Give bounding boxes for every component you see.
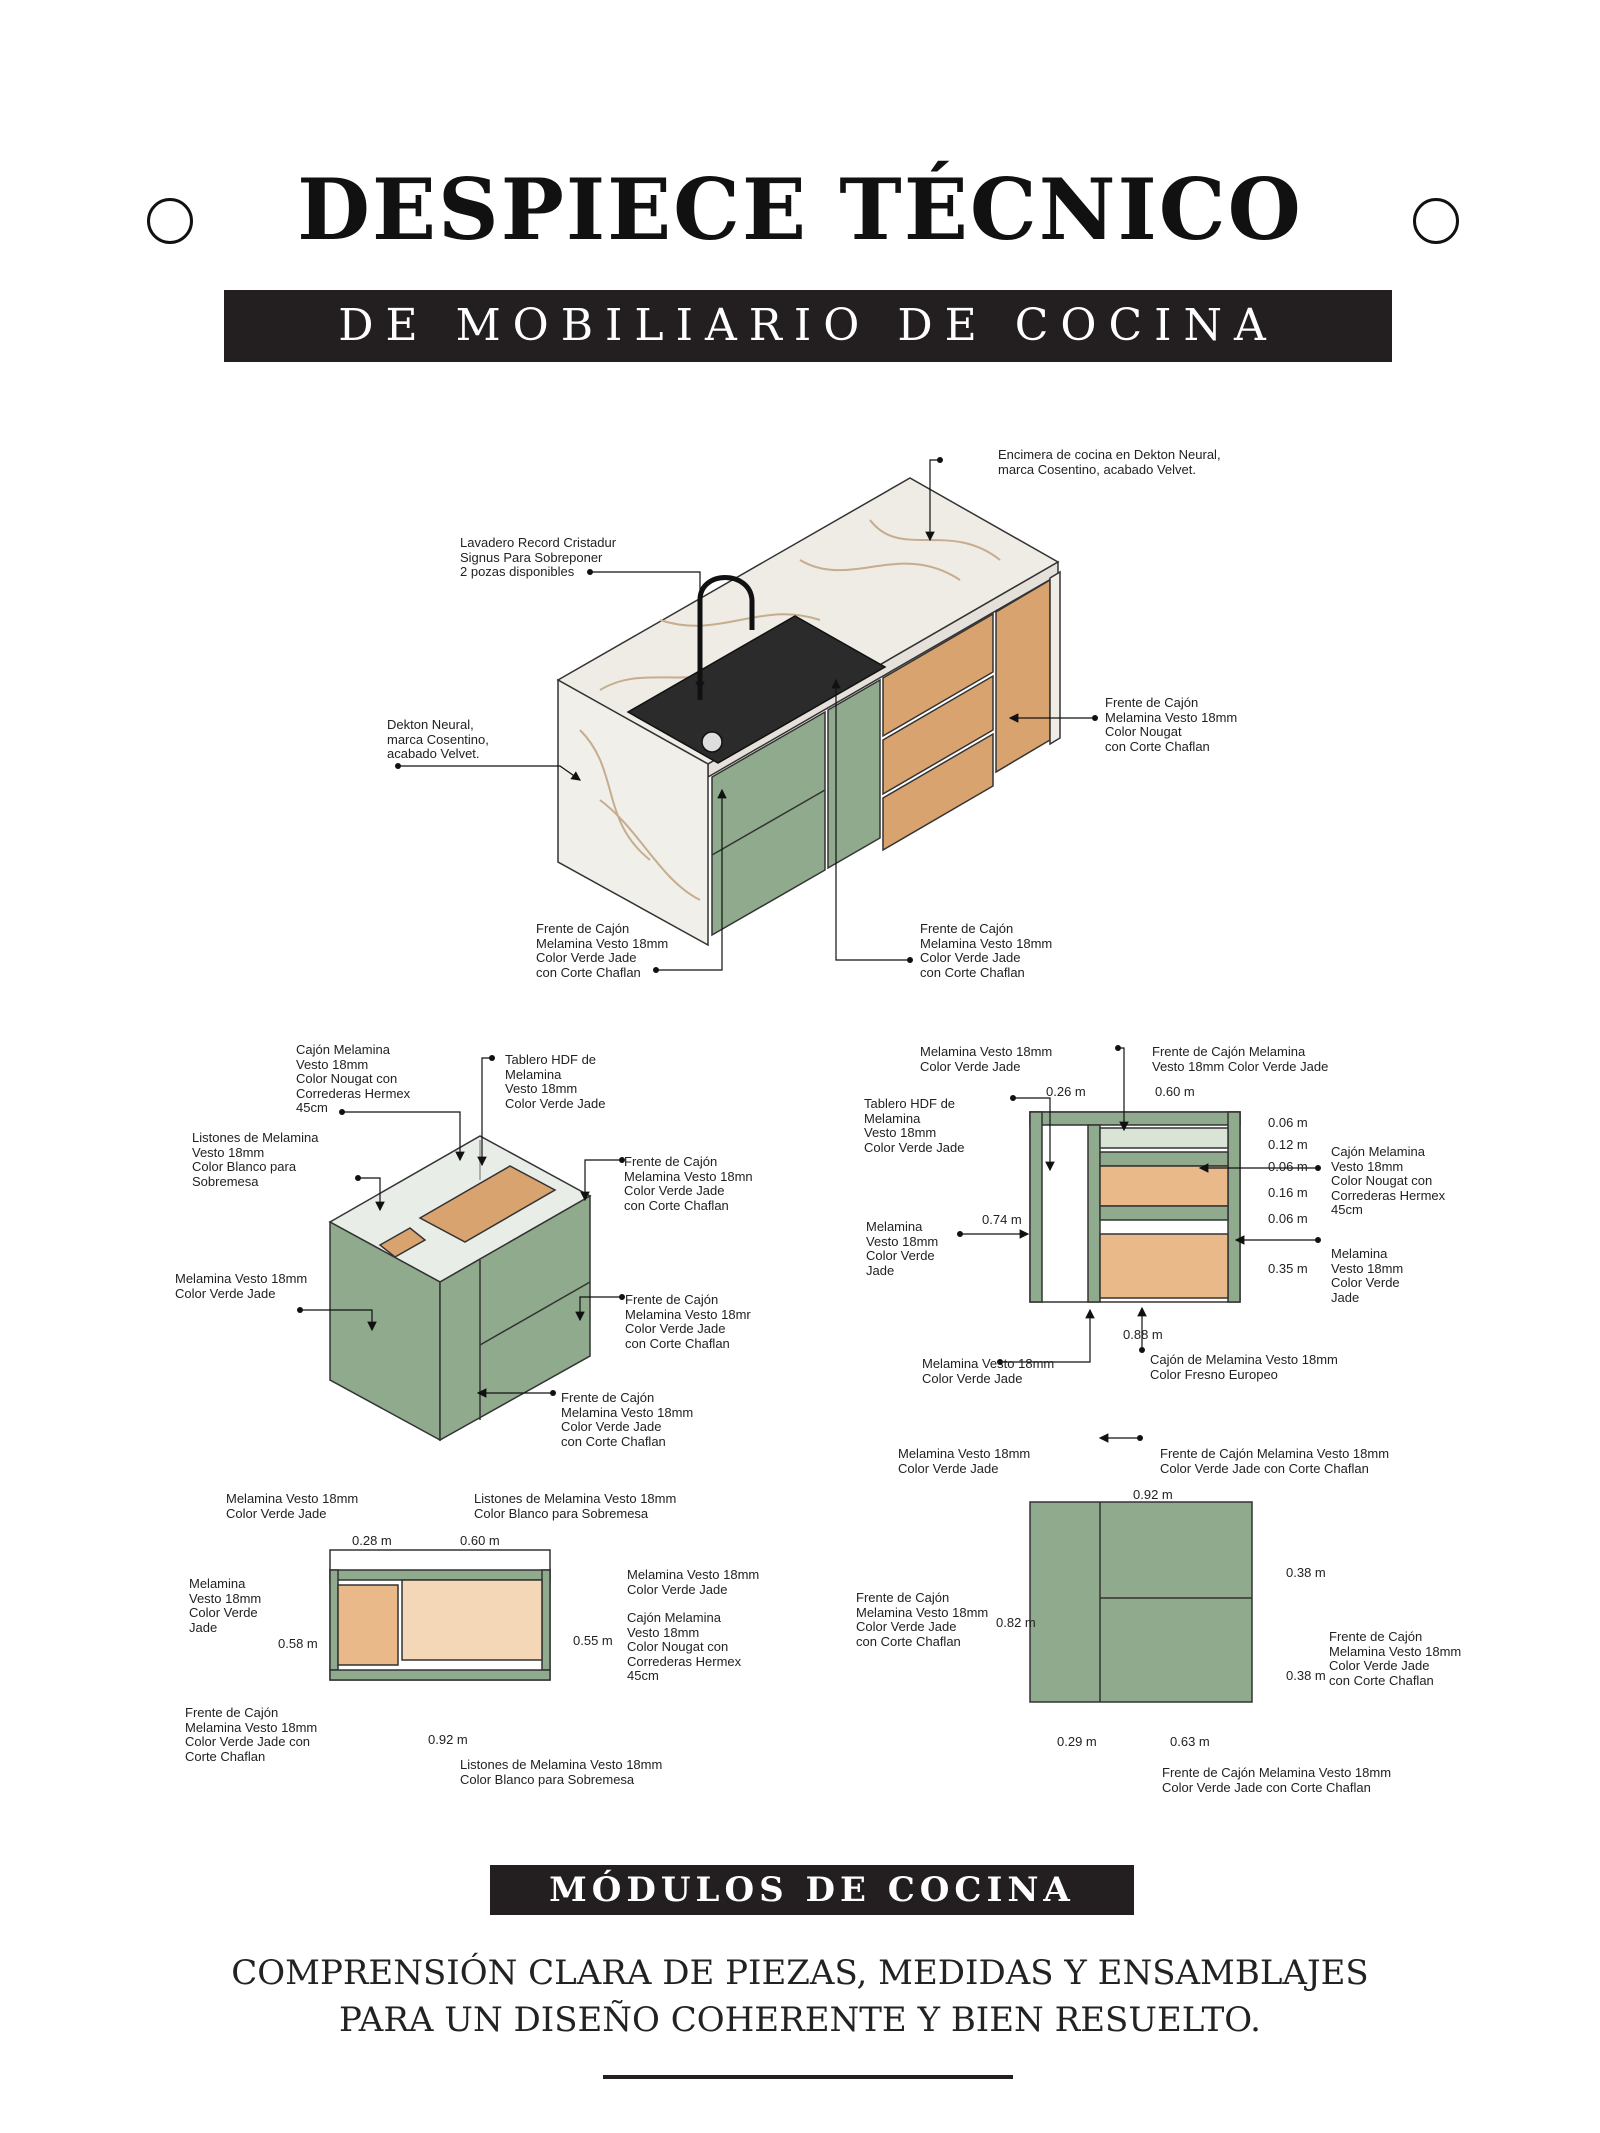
label-fs-cajon-fresno: Cajón de Melamina Vesto 18mm Color Fresno Europeo [1150,1352,1338,1382]
label-encimera: Encimera de cocina en Dekton Neural, marca Cosentino, acabado Velvet. [998,447,1221,477]
elevation [1030,1502,1252,1702]
plan-section [330,1550,550,1680]
label-frente-jade-left: Frente de Cajón Melamina Vesto 18mm Color Verde Jade con Corte Chaflan [536,921,669,980]
label-el-frente-right: Frente de Cajón Melamina Vesto 18mm Color Verde Jade con Corte Chaflan [1329,1629,1462,1688]
label-dekton: Dekton Neural, marca Cosentino, acabado Velvet. [387,717,489,761]
dim-fs-h1: 0.06 m [1268,1115,1308,1130]
module-isometric [330,1136,590,1440]
dim-fs-h4: 0.16 m [1268,1185,1308,1200]
label-el-melamina-top: Melamina Vesto 18mm Color Verde Jade [898,1446,1031,1476]
label-ps-listones-top: Listones de Melamina Vesto 18mm Color Blanco para Sobremesa [474,1491,677,1521]
label-iso-frente2: Frente de Cajón Melamina Vesto 18mr Color Verde Jade con Corte Chaflan [625,1292,751,1351]
dim-el-w-left: 0.29 m [1057,1734,1097,1749]
label-fs-frente-top: Frente de Cajón Melamina Vesto 18mm Color Verde Jade [1152,1044,1329,1074]
dim-el-w-right: 0.63 m [1170,1734,1210,1749]
label-fs-melamina-left: Melamina Vesto 18mm Color Verde Jade [866,1219,939,1278]
label-ps-frente: Frente de Cajón Melamina Vesto 18mm Color Verde Jade con Corte Chaflan [185,1705,318,1764]
label-frente-jade-right: Frente de Cajón Melamina Vesto 18mm Color Verde Jade con Corte Chaflan [920,921,1053,980]
label-iso-listones: Listones de Melamina Vesto 18mm Color Blanco para Sobremesa [192,1130,319,1189]
label-ps-listones-bottom: Listones de Melamina Vesto 18mm Color Blanco para Sobremesa [460,1757,663,1787]
dim-el-h-top: 0.38 m [1286,1565,1326,1580]
dim-fs-w-total: 0.88 m [1123,1327,1163,1342]
label-el-frente-top: Frente de Cajón Melamina Vesto 18mm Color Verde Jade con Corte Chaflan [1160,1446,1390,1476]
dim-ps-depth-left: 0.58 m [278,1636,318,1651]
label-frente-nougat: Frente de Cajón Melamina Vesto 18mm Color Nougat con Corte Chaflan [1105,695,1238,754]
dim-fs-w-right: 0.60 m [1155,1084,1195,1099]
label-fs-cajon-nougat: Cajón Melamina Vesto 18mm Color Nougat con Correderas Hermex 45cm [1331,1144,1446,1217]
dim-ps-depth-right: 0.55 m [573,1633,613,1648]
panel-wood [996,580,1050,772]
dim-el-w-total: 0.92 m [1133,1487,1173,1502]
dim-fs-h5: 0.06 m [1268,1211,1308,1226]
front-section [1030,1112,1240,1302]
label-iso-tablero: Tablero HDF de Melamina Vesto 18mm Color Verde Jade [505,1052,606,1111]
dim-fs-w-left: 0.26 m [1046,1084,1086,1099]
label-el-frente-bottom: Frente de Cajón Melamina Vesto 18mm Color Verde Jade con Corte Chaflan [1162,1765,1392,1795]
dim-ps-w-left: 0.28 m [352,1533,392,1548]
island-isometric [558,478,1060,945]
tagline-line-2: PARA UN DISEÑO COHERENTE Y BIEN RESUELTO. [339,2000,1261,2040]
label-ps-melamina-top: Melamina Vesto 18mm Color Verde Jade [226,1491,359,1521]
label-ps-cajon-nougat: Cajón Melamina Vesto 18mm Color Nougat con Correderas Hermex 45cm [627,1610,742,1683]
label-fs-melamina-top: Melamina Vesto 18mm Color Verde Jade [920,1044,1053,1074]
dim-fs-h3: 0.06 m [1268,1159,1308,1174]
footer-rule [603,2075,1013,2079]
label-iso-melamina: Melamina Vesto 18mm Color Verde Jade [175,1271,308,1301]
label-lavadero: Lavadero Record Cristadur Signus Para Sobreponer 2 pozas disponibles [460,535,617,579]
dim-ps-w-right: 0.60 m [460,1533,500,1548]
page-title: DESPIECE TÉCNICO [297,160,1303,259]
dim-ps-w-total: 0.92 m [428,1732,468,1747]
label-ps-melamina-right: Melamina Vesto 18mm Color Verde Jade [627,1567,760,1597]
section-banner: MÓDULOS DE COCINA [490,1865,1134,1915]
dim-fs-h-total: 0.74 m [982,1212,1022,1227]
label-fs-melamina-bottom: Melamina Vesto 18mm Color Verde Jade [922,1356,1055,1386]
dim-el-h-bottom: 0.38 m [1286,1668,1326,1683]
label-iso-frente1: Frente de Cajón Melamina Vesto 18mn Color Verde Jade con Corte Chaflan [624,1154,753,1213]
dim-fs-h6: 0.35 m [1268,1261,1308,1276]
dim-fs-h2: 0.12 m [1268,1137,1308,1152]
label-el-frente-left: Frente de Cajón Melamina Vesto 18mm Color Verde Jade con Corte Chaflan [856,1590,989,1649]
label-fs-melamina-right: Melamina Vesto 18mm Color Verde Jade [1331,1246,1404,1305]
tagline-line-1: COMPRENSIÓN CLARA DE PIEZAS, MEDIDAS Y ENSAMBLAJES [231,1953,1369,1993]
label-fs-tablero: Tablero HDF de Melamina Vesto 18mm Color Verde Jade [864,1096,965,1155]
subtitle-banner: DE MOBILIARIO DE COCINA [224,290,1392,362]
label-ps-melamina-left: Melamina Vesto 18mm Color Verde Jade [189,1576,262,1635]
label-iso-cajon-nougat: Cajón Melamina Vesto 18mm Color Nougat con Correderas Hermex 45cm [296,1042,411,1115]
label-iso-frente3: Frente de Cajón Melamina Vesto 18mm Color Verde Jade con Corte Chaflan [561,1390,694,1449]
dim-el-h-total: 0.82 m [996,1615,1036,1630]
